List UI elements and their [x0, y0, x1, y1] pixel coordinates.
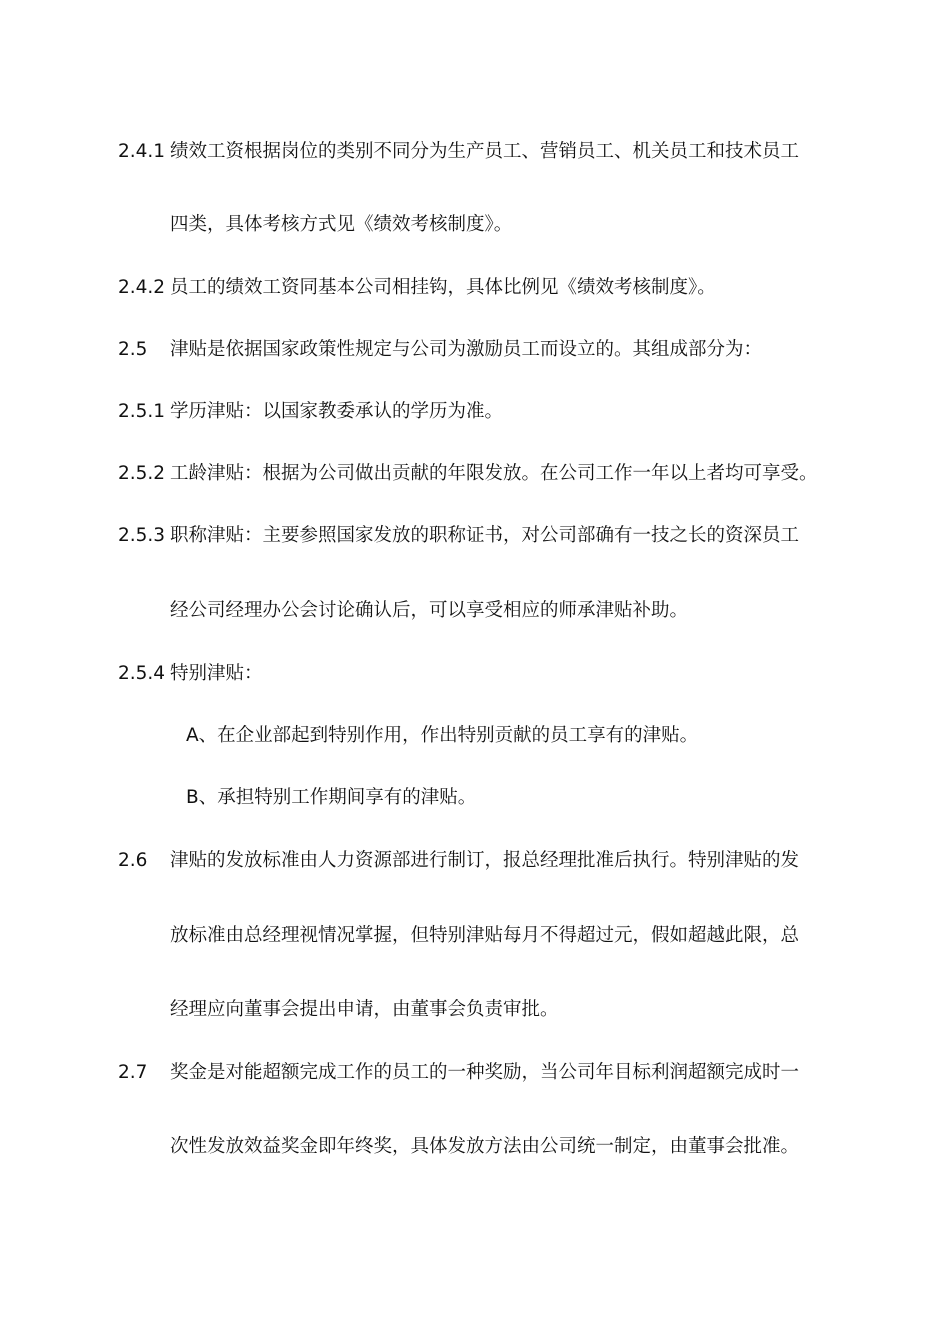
section-number: 2.7: [118, 1062, 148, 1083]
paragraph-text: 次性发放效益奖金即年终奖，具体发放方法由公司统一制定，由董事会批准。: [170, 1136, 800, 1157]
paragraph-text: 学历津贴：以国家教委承认的学历为准。: [170, 401, 504, 422]
section-number: 2.5.1: [118, 401, 166, 422]
paragraph-text: 工龄津贴：根据为公司做出贡献的年限发放。在公司工作一年以上者均可享受。: [170, 463, 818, 484]
paragraph-text: 经理应向董事会提出申请，由董事会负责审批。: [170, 999, 559, 1020]
paragraph-text: 经公司经理办公会讨论确认后，可以享受相应的师承津贴补助。: [170, 600, 689, 621]
section-number: 2.4.2: [118, 277, 166, 298]
paragraph-text: 绩效工资根据岗位的类别不同分为生产员工、营销员工、机关员工和技术员工: [170, 141, 800, 162]
section-number: 2.5: [118, 339, 148, 360]
section-number: 2.5.3: [118, 525, 166, 546]
paragraph-text: 四类，具体考核方式见《绩效考核制度》。: [170, 214, 513, 235]
paragraph-text: 奖金是对能超额完成工作的员工的一种奖励，当公司年目标利润超额完成时一: [170, 1062, 800, 1083]
paragraph-text: 员工的绩效工资同基本公司相挂钩，具体比例见《绩效考核制度》。: [170, 277, 716, 298]
section-number: 2.5.2: [118, 463, 166, 484]
paragraph-text: 津贴是依据国家政策性规定与公司为激励员工而设立的。其组成部分为：: [170, 339, 763, 360]
section-number: 2.5.4: [118, 663, 166, 684]
section-number: 2.6: [118, 850, 148, 871]
paragraph-text: 津贴的发放标准由人力资源部进行制订，报总经理批准后执行。特别津贴的发: [170, 850, 800, 871]
sub-item-text: A、在企业部起到特别作用，作出特别贡献的员工享有的津贴。: [186, 725, 699, 746]
sub-item-text: B、承担特别工作期间享有的津贴。: [186, 787, 477, 808]
paragraph-text: 职称津贴：主要参照国家发放的职称证书，对公司部确有一技之长的资深员工: [170, 525, 800, 546]
section-number: 2.4.1: [118, 141, 166, 162]
paragraph-text: 放标准由总经理视情况掌握，但特别津贴每月不得超过元，假如超越此限，总: [170, 925, 800, 946]
paragraph-text: 特别津贴：: [170, 663, 263, 684]
